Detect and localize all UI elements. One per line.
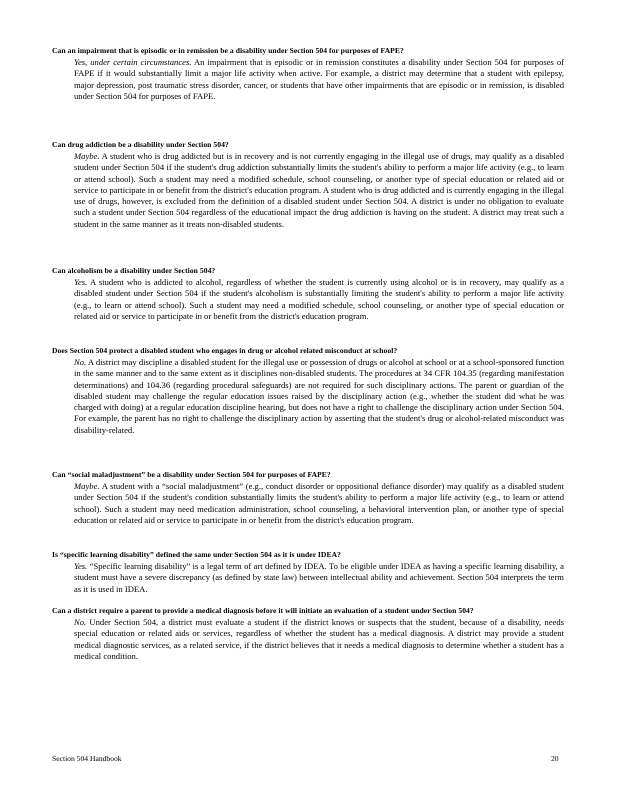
answer-body: A student who is addicted to alcohol, regardless of whether the student is currently using alcohol or is in recovery, may qualify as a disabled student under Section 504 if the student's alcoholism is substantially limiting the student's ability to perform a major life activity (e.g., to learn or attend school). Such a student may need a modified schedule, school counseling, or another type of special education or related aid or service to participate in or benefit from the district's education program. [74, 277, 564, 321]
footer-title: Section 504 Handbook [52, 754, 122, 763]
page-number: 20 [551, 754, 559, 763]
question-text: Is “specific learning disability” defined the same under Section 504 as it is under IDEA? [52, 550, 341, 559]
answer-lead: Yes, under certain circumstances. [74, 57, 192, 67]
answer-lead: Yes. [74, 561, 88, 571]
answer-body: A district may discipline a disabled student for the illegal use or possession of drugs or alcohol at school or at a school-sponsored function in the same manner and to the same extent as it disciplines non-disabled students. The procedures at 34 CFR 104.35 (regarding manifestation determinations) and 104.36 (regarding procedural safeguards) are not required for such disciplinary actions. The parent or guardian of the disabled student may challenge the regular education issues raised by the disciplinary action (e.g., whether the student did what he was charged with doing) at a regular education discipline hearing, but does not have a right to challenge the disciplinary action under Section 504. For example, the parent has no right to challenge the disciplinary action by asserting that the student's drug or alcohol-related misconduct was disability-related. [74, 357, 564, 435]
question-text: Can a district require a parent to provide a medical diagnosis before it will initiate an evaluation of a student under Section 504? [52, 606, 474, 615]
answer-text [74, 151, 564, 230]
answer-body: An impairment that is episodic or in remission constitutes a disability under Section 504 for purposes of FAPE if it would substantially limit a major life activity when active. For example, a district may determine that a student with epilepsy, major depression, post traumatic stress disorder, cancer, or students that have other impairments that are episodic or in remission, is disabled under Section 504 for purposes of FAPE. [74, 57, 564, 101]
answer-lead: Yes. [74, 277, 88, 287]
answer-body: A student who is drug addicted but is in recovery and is not currently engaging in the illegal use of drugs, may qualify as a disabled student under Section 504 if the student's drug addiction substantially limits the student's ability to perform a major life activity (e.g., to learn or attend school). Such a student may need a modified schedule, school counseling, or another type of special education or related aid or service to participate in or benefit from the district's education program. A student who is drug addicted and is currently engaging in the illegal use of drugs, however, is excluded from the definition of a disabled student under Section 504. A district is under no obligation to evaluate such a student under Section 504 regardless of the educational impact the drug addiction is having on the student. A district may treat such a student in the same manner as it treats non-disabled students. [74, 151, 564, 229]
answer-text [74, 561, 564, 595]
question-text: Does Section 504 protect a disabled student who engages in drug or alcohol related misconduct at school? [52, 346, 398, 355]
answer-text [74, 357, 564, 436]
answer-body: Under Section 504, a district must evaluate a student if the district knows or suspects that the student, because of a disability, needs special education or related aids or services, regardless of whether the student has a medical diagnosis. A district may provide a student medical diagnostic services, as a related service, if the district believes that it needs a medical diagnosis to determine whether a student has a medical condition. [74, 617, 564, 661]
answer-text [74, 57, 564, 102]
qa-item-specific-learning-disability [52, 550, 564, 595]
answer-body: “Specific learning disability” is a legal term of art defined by IDEA. To be eligible under IDEA as having a specific learning disability, a student must have a severe discrepancy (as defined by state law) between intellectual ability and achievement. Section 504 interprets the term as it is used in IDEA. [74, 561, 564, 594]
qa-item-episodic [52, 46, 564, 102]
qa-item-alcoholism [52, 266, 564, 322]
qa-item-medical-diagnosis [52, 606, 564, 662]
answer-lead: No. [74, 357, 87, 367]
qa-item-social-maladjustment [52, 470, 564, 526]
question-text: Can “social maladjustment” be a disability under Section 504 for purposes of FAPE? [52, 470, 331, 479]
answer-text [74, 277, 564, 322]
answer-lead: Maybe. [74, 151, 100, 161]
question-text: Can drug addiction be a disability under Section 504? [52, 140, 229, 149]
answer-text [74, 481, 564, 526]
answer-lead: Maybe. [74, 481, 100, 491]
question-text: Can alcoholism be a disability under Section 504? [52, 266, 216, 275]
answer-text [74, 617, 564, 662]
qa-item-drug-addiction [52, 140, 564, 230]
answer-body: A student with a “social maladjustment” (e.g., conduct disorder or oppositional defiance disorder) may qualify as a disabled student under Section 504 if the student's condition substantially limits the student's ability to perform a major life activity (e.g., to learn or attend school). Such a student may need medication administration, school counseling, a behavioral intervention plan, or another type of special education or related aid or service to participate in or benefit from the district's education program. [74, 481, 564, 525]
answer-lead: No. [74, 617, 87, 627]
question-text: Can an impairment that is episodic or in remission be a disability under Section 504 for purposes of FAPE? [52, 46, 404, 55]
qa-item-drug-alcohol-misconduct [52, 346, 564, 436]
